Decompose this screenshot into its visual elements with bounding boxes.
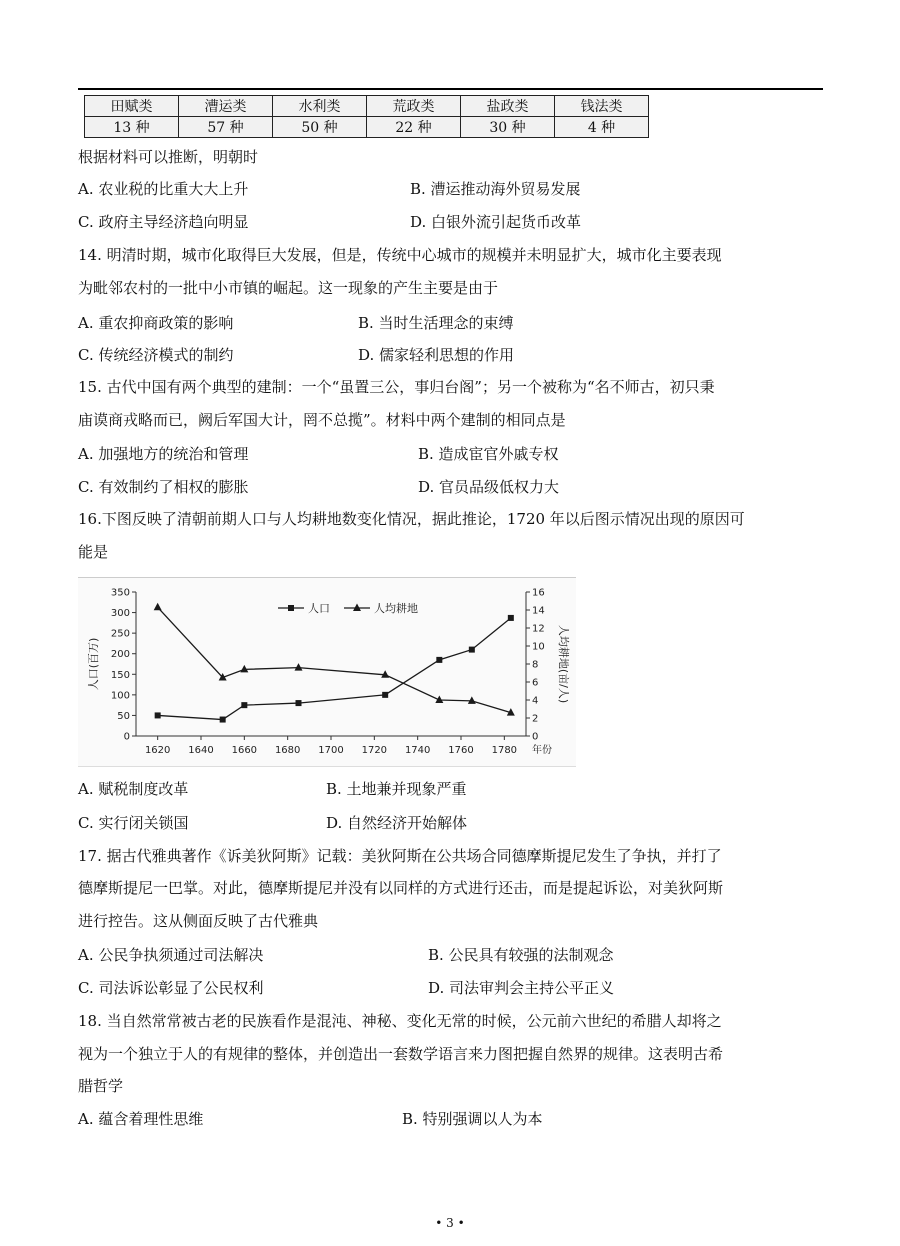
table-header-cell: 田赋类 xyxy=(85,96,179,117)
q16-option-c[interactable]: C. 实行闭关锁国 xyxy=(78,814,189,832)
q17-option-b[interactable]: B. 公民具有较强的法制观念 xyxy=(428,946,614,964)
q14-option-a[interactable]: A. 重农抑商政策的影响 xyxy=(78,314,234,332)
q14-option-b[interactable]: B. 当时生活理念的束缚 xyxy=(358,314,514,332)
q17-stem-line: 德摩斯提尼一巴掌。对此，德摩斯提尼并没有以同样的方式进行还击，而是提起诉讼，对美狄阿斯 xyxy=(78,879,724,897)
q13-option-a[interactable]: A. 农业税的比重大大上升 xyxy=(78,180,249,198)
data-point-人均耕地 xyxy=(240,665,248,673)
x-tick-label: 1720 xyxy=(361,745,388,756)
chart-series xyxy=(154,603,515,723)
y-right-tick-label: 8 xyxy=(532,659,539,671)
y-left-tick-label: 50 xyxy=(117,710,130,722)
y-right-tick-label: 10 xyxy=(532,641,545,653)
q15-stem-line: 15. 古代中国有两个典型的建制：一个“虽置三公，事归台阁”；另一个被称为“名不师古，初只秉 xyxy=(78,378,715,396)
q14-stem-line: 为毗邻农村的一批中小市镇的崛起。这一现象的产生主要是由于 xyxy=(78,279,499,297)
page-number: • 3 • xyxy=(435,1216,465,1230)
x-tick-label: 1640 xyxy=(188,745,214,756)
legend-label-farmland: 人均耕地 xyxy=(374,602,418,615)
table-cell: 57 种 xyxy=(179,117,273,138)
table-header-cell: 盐政类 xyxy=(461,96,555,117)
y-right-tick-label: 6 xyxy=(532,677,539,689)
legend-marker-population xyxy=(288,605,294,611)
x-tick-label: 1780 xyxy=(491,745,518,756)
table-header-cell: 钱法类 xyxy=(555,96,649,117)
y-right-tick-label: 2 xyxy=(532,713,539,725)
q15-option-a[interactable]: A. 加强地方的统治和管理 xyxy=(78,445,249,463)
table-cell: 50 种 xyxy=(273,117,367,138)
q14-stem-line: 14. 明清时期，城市化取得巨大发展，但是，传统中心城市的规模并未明显扩大，城市化主要表现 xyxy=(78,246,722,264)
data-point-人口 xyxy=(241,702,247,708)
table-cell: 30 种 xyxy=(461,117,555,138)
y-left-tick-label: 150 xyxy=(110,669,130,681)
q17-stem-line: 17. 据古代雅典著作《诉美狄阿斯》记载：美狄阿斯在公共场合同德摩斯提尼发生了争执，并打了 xyxy=(78,847,722,865)
x-tick-label: 1680 xyxy=(274,745,301,756)
data-point-人口 xyxy=(220,717,226,723)
y-left-tick-label: 250 xyxy=(110,628,130,640)
q13-stem: 根据材料可以推断，明朝时 xyxy=(78,148,259,166)
x-tick-label: 1740 xyxy=(404,745,431,756)
y-left-tick-label: 0 xyxy=(123,731,130,743)
header-rule xyxy=(78,88,823,90)
data-point-人口 xyxy=(382,692,388,698)
data-point-人口 xyxy=(155,712,161,718)
q16-stem-line: 能是 xyxy=(78,543,109,561)
y-right-axis-label: 人均耕地(亩/人) xyxy=(557,624,570,704)
y-right-tick-label: 12 xyxy=(532,623,545,635)
chart-axes xyxy=(136,592,526,736)
q16-option-d[interactable]: D. 自然经济开始解体 xyxy=(326,814,468,832)
data-point-人口 xyxy=(296,700,302,706)
y-left-tick-label: 200 xyxy=(110,649,130,661)
y-right-tick-label: 14 xyxy=(532,605,545,617)
y-left-tick-label: 300 xyxy=(110,608,130,620)
population-farmland-chart xyxy=(78,577,576,767)
q13-option-c[interactable]: C. 政府主导经济趋向明显 xyxy=(78,213,249,231)
q15-option-b[interactable]: B. 造成宦官外戚专权 xyxy=(418,445,559,463)
x-tick-label: 1760 xyxy=(448,745,474,756)
chart-svg xyxy=(78,578,576,766)
legend-marker-farmland xyxy=(353,604,361,612)
table-header-row xyxy=(85,96,649,117)
x-tick-label: 1620 xyxy=(144,745,171,756)
q18-option-b[interactable]: B. 特别强调以人为本 xyxy=(402,1110,543,1128)
table-header-cell: 水利类 xyxy=(273,96,367,117)
q16-option-b[interactable]: B. 土地兼并现象严重 xyxy=(326,780,467,798)
table-header-cell: 荒政类 xyxy=(367,96,461,117)
q17-option-c[interactable]: C. 司法诉讼彰显了公民权利 xyxy=(78,979,264,997)
q18-stem-line: 视为一个独立于人的有规律的整体，并创造出一套数学语言来力图把握自然界的规律。这表明古希 xyxy=(78,1045,724,1063)
data-point-人均耕地 xyxy=(468,696,476,704)
x-tick-label: 1700 xyxy=(318,745,344,756)
q18-stem-line: 腊哲学 xyxy=(78,1077,124,1095)
legend-label-population: 人口 xyxy=(308,602,330,615)
chart-legend xyxy=(278,601,418,615)
q13-option-d[interactable]: D. 白银外流引起货币改革 xyxy=(410,213,582,231)
series-line-人口 xyxy=(158,618,511,720)
data-point-人口 xyxy=(436,657,442,663)
table-cell: 22 种 xyxy=(367,117,461,138)
q16-option-a[interactable]: A. 赋税制度改革 xyxy=(78,780,189,798)
data-point-人口 xyxy=(469,647,475,653)
q15-option-d[interactable]: D. 官员品级低权力大 xyxy=(418,478,560,496)
q14-option-d[interactable]: D. 儒家轻利思想的作用 xyxy=(358,346,515,364)
q15-stem-line: 庙谟商戎略而已，阙后军国大计，罔不总揽”。材料中两个建制的相同点是 xyxy=(78,411,566,429)
data-point-人均耕地 xyxy=(154,603,162,611)
q14-option-c[interactable]: C. 传统经济模式的制约 xyxy=(78,346,234,364)
q17-option-a[interactable]: A. 公民争执须通过司法解决 xyxy=(78,946,264,964)
table-header-cell: 漕运类 xyxy=(179,96,273,117)
y-left-tick-label: 350 xyxy=(110,587,130,599)
q18-option-a[interactable]: A. 蕴含着理性思维 xyxy=(78,1110,204,1128)
x-tick-label: 1660 xyxy=(231,745,258,756)
data-point-人均耕地 xyxy=(295,663,303,671)
table-cell: 4 种 xyxy=(555,117,649,138)
q13-option-b[interactable]: B. 漕运推动海外贸易发展 xyxy=(410,180,581,198)
x-axis-label: 年份 xyxy=(532,745,552,756)
y-right-tick-label: 4 xyxy=(532,695,539,707)
table-row xyxy=(85,117,649,138)
y-right-tick-label: 0 xyxy=(532,731,539,743)
q16-stem-line: 16.下图反映了清朝前期人口与人均耕地数变化情况，据此推论，1720 年以后图示情况出现的原因可 xyxy=(78,510,745,528)
q17-option-d[interactable]: D. 司法审判会主持公平正义 xyxy=(428,979,615,997)
y-right-tick-label: 16 xyxy=(532,587,545,599)
y-left-tick-label: 100 xyxy=(110,690,130,702)
q17-stem-line: 进行控告。这从侧面反映了古代雅典 xyxy=(78,912,319,930)
table-cell: 13 种 xyxy=(85,117,179,138)
series-line-人均耕地 xyxy=(158,607,511,712)
data-point-人口 xyxy=(508,615,514,621)
q15-option-c[interactable]: C. 有效制约了相权的膨胀 xyxy=(78,478,249,496)
category-table xyxy=(84,95,649,138)
q18-stem-line: 18. 当自然常常被古老的民族看作是混沌、神秘、变化无常的时候，公元前六世纪的希腊人却将之 xyxy=(78,1012,722,1030)
y-left-axis-label: 人口(百万) xyxy=(87,637,100,691)
